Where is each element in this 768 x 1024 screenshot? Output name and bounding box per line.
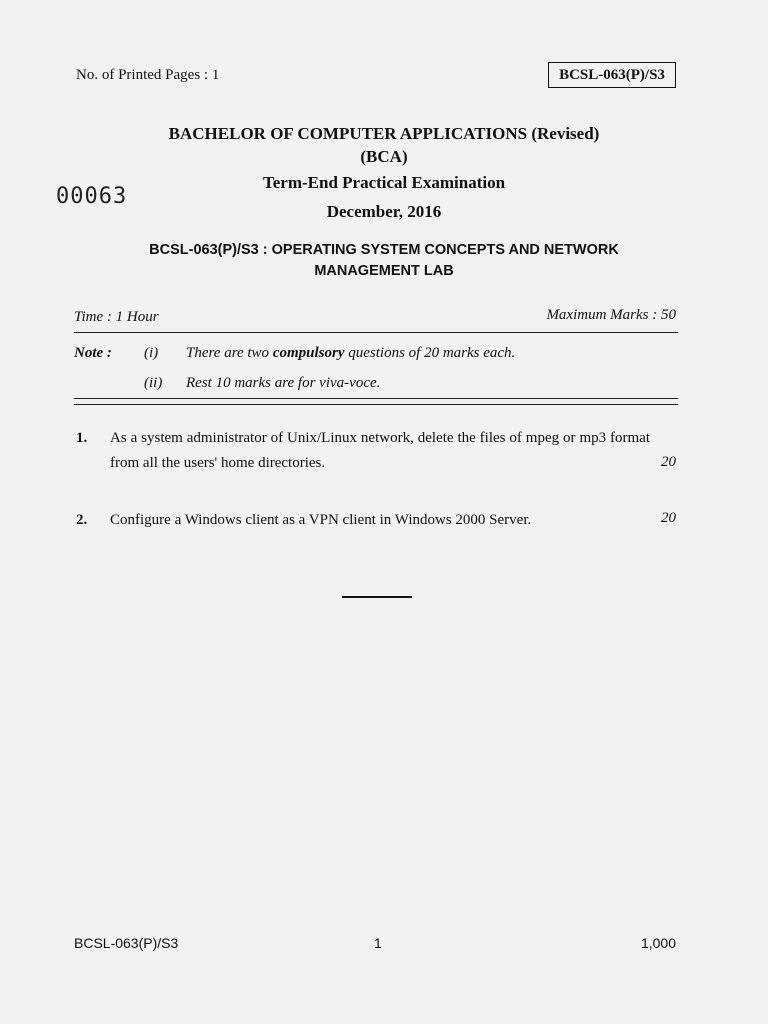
programme-abbr: (BCA)	[360, 147, 408, 166]
subject-line-1: BCSL-063(P)/S3 : OPERATING SYSTEM CONCEPTS AND NETWORK	[149, 242, 619, 258]
footer-page-number: 1	[374, 935, 382, 951]
maximum-marks: Maximum Marks : 50	[546, 307, 676, 323]
serial-number: 00063	[56, 184, 128, 209]
question-number: 2.	[76, 512, 88, 528]
note-text-pre: There are two	[186, 345, 273, 361]
footer-copies: 1,000	[640, 935, 676, 951]
divider	[74, 398, 678, 399]
note-item-number: (ii)	[144, 375, 163, 391]
printed-pages-label: No. of Printed Pages : 1	[76, 67, 220, 83]
time-allowed: Time : 1 Hour	[74, 309, 159, 325]
note-text-bold: compulsory	[272, 345, 345, 361]
note-item-text	[186, 345, 515, 362]
note-item-text: Rest 10 marks are for viva-voce.	[186, 375, 381, 391]
footer-paper-code: BCSL-063(P)/S3	[74, 935, 179, 951]
note-item-number: (i)	[144, 345, 159, 361]
programme-title: BACHELOR OF COMPUTER APPLICATIONS (Revised)	[168, 124, 600, 143]
note-text-post: questions of 20 marks each.	[344, 345, 516, 361]
note-label: Note :	[74, 345, 112, 361]
divider	[74, 404, 678, 405]
exam-title: Term-End Practical Examination	[262, 173, 506, 192]
paper-code-box: BCSL-063(P)/S3	[548, 62, 676, 88]
question-number: 1.	[76, 430, 88, 446]
question-marks: 20	[661, 510, 676, 526]
subject-line-2: MANAGEMENT LAB	[314, 263, 454, 279]
end-of-paper-rule	[342, 596, 412, 598]
question-marks: 20	[661, 454, 676, 470]
question-text: Configure a Windows client as a VPN client in Windows 2000 Server.	[110, 512, 532, 528]
question-text: As a system administrator of Unix/Linux network, delete the files of mpeg or mp3 format from all the users' home directories.	[110, 430, 650, 471]
exam-session: December, 2016	[326, 202, 442, 221]
divider	[74, 332, 678, 333]
